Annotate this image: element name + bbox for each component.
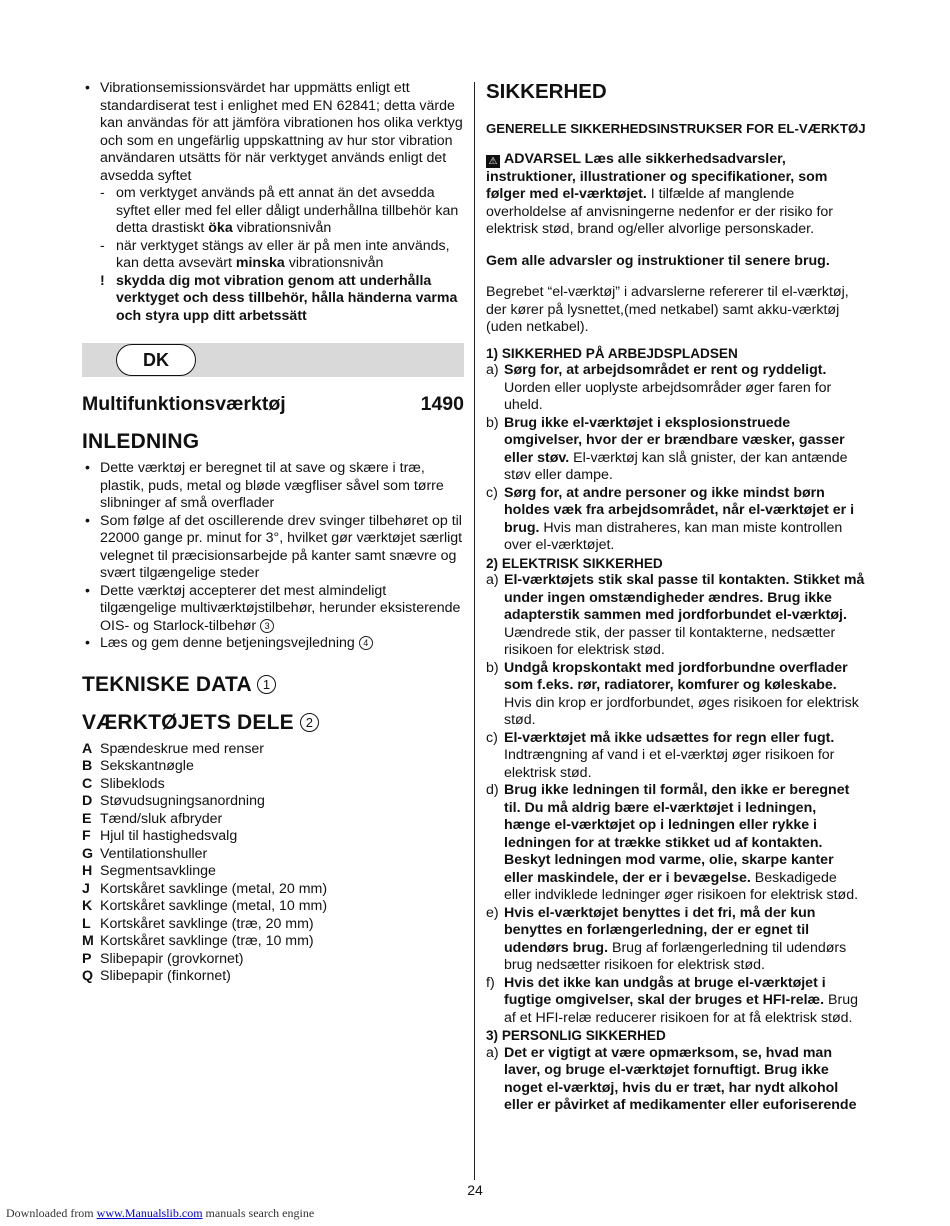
part-label: Kortskåret savklinge (træ, 10 mm) <box>100 933 314 949</box>
item-letter: a) <box>486 362 499 378</box>
product-number: 1490 <box>420 393 464 415</box>
item-bold: Brug ikke ledningen til formål, den ikke er beregnet til. Du må aldrig bære el-værktøjet i ledningen, hænge el-værktøjet op i ledningen eller rykke i ledningen for at trække stikket ud af kontakten. Beskyt ledningen mod varme, olie, skarpe kanter eller maskindele, der er i bevægelse. <box>504 782 850 886</box>
part-label: Spændeskrue med renser <box>100 740 265 757</box>
part-key: L <box>82 915 91 932</box>
warning-triangle-icon: ⚠ <box>486 155 500 168</box>
item-bold: Hvis det ikke kan undgås at bruge el-værktøjet i fugtige omgivelser, skal der bruges et HFI-relæ. <box>504 974 826 1008</box>
figure-ref: 2 <box>300 713 319 732</box>
item-bold: El-værktøjet må ikke udsættes for regn eller fugt. <box>504 729 835 746</box>
item-text: Beskadigede eller indviklede ledninger øger risikoen for elektrisk stød. <box>504 869 859 903</box>
item-bold: El-værktøjets stik skal passe til kontakten. Stikket må under ingen omstændigheder ændres. Brug ikke adapterstik sammen med jordforbundet el-værktøj. <box>504 572 865 623</box>
item-bold: Hvis el-værktøjet benyttes i det fri, må der kun benyttes en forlængerledning, der er egnet til udendørs brug. <box>504 904 816 956</box>
warning-paragraph: ⚠ ADVARSEL Læs alle sikkerhedsadvarsler, instruktioner, illustrationer og specifikationer, som følger med el-værktøjet. I tilfælde af manglende overholdelse af anvisningerne nedenfor er der risiko for elektrisk stød, brand og/eller alvorlige personskader. <box>486 151 834 237</box>
item-letter: d) <box>486 782 499 798</box>
part-key: K <box>82 898 93 914</box>
item-text: Uændrede stik, der passer til kontakterne, nedsætter risikoen for elektrisk stød. <box>504 624 836 658</box>
vibration-dash-2: - när verktyget stängs av eller är på men inte används, kan detta avsevärt minska vibrationsnivån <box>82 238 464 273</box>
part-key: F <box>82 828 91 844</box>
section-item <box>486 660 866 730</box>
intro-bullet: • Dette værktøj accepterer det mest almindeligt tilgængelige multiværktøjstilbehør, herunder eksisterende OIS- og Starlock-tilbehør 3 <box>82 583 464 636</box>
intro-bullet: • Dette værktøj er beregnet til at save og skære i træ, plastik, puds, metal og bløde vægfliser såvel som tørre slibninger af små overflader <box>82 460 464 513</box>
part-label: Kortskåret savklinge (metal, 20 mm) <box>100 880 328 897</box>
section-item <box>486 782 866 905</box>
item-letter: f) <box>486 974 495 991</box>
item-letter: b) <box>486 414 499 431</box>
section-item <box>486 730 866 783</box>
language-badge: DK <box>116 344 196 376</box>
section-title: 2) ELEKTRISK SIKKERHED <box>486 555 663 571</box>
part-key: E <box>82 810 92 827</box>
section-item <box>486 362 866 415</box>
figure-ref: 1 <box>257 675 276 694</box>
product-title: Multifunktionsværktøj <box>82 393 286 415</box>
part-key: M <box>82 933 94 949</box>
language-bar <box>82 343 464 377</box>
part-label: Segmentsavklinge <box>100 863 216 879</box>
left-column <box>82 80 464 986</box>
part-key: C <box>82 775 93 792</box>
section-title: 1) SIKKERHED PÅ ARBEJDSPLADSEN <box>486 345 738 361</box>
item-text: Indtrængning af vand i et el-værktøj øger risikoen for elektrisk stød. <box>504 747 835 781</box>
vibration-warning: ! skydda dig mot vibration genom att underhålla verktyget och dess tillbehör, hålla händerna varma och styra upp ditt arbetssätt <box>82 273 464 326</box>
term-definition: Begrebet “el-værktøj” i advarslerne refererer til el-værktøj, der kører på lysnettet,(med netkabel) samt akku-værktøj (uden netkabel). <box>486 284 849 335</box>
section-item <box>486 975 866 1028</box>
item-bold: Brug ikke el-værktøjet i eksplosionstruede omgivelser, hvor der er brændbare væsker, gasser eller støv. <box>504 414 845 466</box>
intro-bullet: • Som følge af det oscillerende drev svinger tilbehøret op til 22000 gange pr. minut for 3°, hvilket gør værktøjet særligt velegnet til præcisionsarbejde på kanter samt snævre og svært tilgængelige steder <box>82 513 464 583</box>
item-letter: b) <box>486 659 499 676</box>
part-label: Slibeklods <box>100 775 165 792</box>
product-heading <box>82 393 464 416</box>
item-letter: e) <box>486 904 499 921</box>
item-text: Hvis man distraheres, kan man miste kontrollen over el-værktøjet. <box>504 519 843 553</box>
part-label: Slibepapir (finkornet) <box>100 968 231 984</box>
item-bold: Sørg for, at arbejdsområdet er rent og ryddeligt. <box>504 362 827 378</box>
page-number: 24 <box>467 1182 483 1198</box>
part-key: G <box>82 845 94 862</box>
section-item <box>486 1045 866 1115</box>
part-key: Q <box>82 968 94 984</box>
item-text: Brug af forlængerledning til udendørs brug nedsætter risikoen for elektrisk stød. <box>504 939 847 973</box>
figure-ref: 3 <box>260 619 274 633</box>
item-text: Brug af et HFI-relæ reducerer risikoen for at få elektrisk stød. <box>504 992 859 1026</box>
section-item <box>486 415 866 485</box>
right-column <box>486 80 866 1115</box>
item-text: Uorden eller uoplyste arbejdsområder øger faren for uheld. <box>504 379 832 413</box>
part-label: Støvudsugningsanordning <box>100 793 265 809</box>
footer: Downloaded from www.Manualslib.com manuals search engine <box>6 1206 315 1220</box>
parts-list <box>82 741 464 986</box>
part-key: J <box>82 880 90 897</box>
part-label: Slibepapir (grovkornet) <box>100 950 244 967</box>
footer-link[interactable]: www.Manualslib.com <box>96 1206 203 1220</box>
intro-heading: INLEDNING <box>82 430 200 453</box>
keep-instructions: Gem alle advarsler og instruktioner til senere brug. <box>486 252 830 269</box>
vibration-dash-1: - om verktyget används på ett annat än det avsedda syftet eller med fel eller dåligt underhållna tillbehör kan detta drastiskt öka vibrationsnivån <box>82 185 464 238</box>
figure-ref: 4 <box>359 636 373 650</box>
item-bold: Det er vigtigt at være opmærksom, se, hvad man laver, og bruge el-værktøjet fornuftigt. Brug ikke noget el-værktøj, hvis du er træt, har nydt alkohol eller er påvirket af medikamenter eller euforiserende <box>504 1044 857 1113</box>
item-text: El-værktøj kan slå gnister, der kan antænde støv eller dampe. <box>504 449 848 483</box>
column-divider <box>474 82 475 1180</box>
part-label: Kortskåret savklinge (metal, 10 mm) <box>100 898 328 914</box>
part-label: Kortskåret savklinge (træ, 20 mm) <box>100 915 314 932</box>
item-bold: Sørg for, at andre personer og ikke mindst børn holdes væk fra arbejdsområdet, når el-værktøjet er i brug. <box>504 484 855 536</box>
part-key: P <box>82 950 92 967</box>
part-key: B <box>82 758 93 774</box>
part-key: A <box>82 740 93 757</box>
tech-data-heading: TEKNISKE DATA 1 <box>82 673 464 697</box>
part-label: Sekskantnøgle <box>100 758 194 774</box>
safety-sections <box>486 345 866 1115</box>
section-item <box>486 905 866 975</box>
section-item <box>486 485 866 555</box>
part-label: Ventilationshuller <box>100 845 208 862</box>
item-letter: a) <box>486 1044 499 1061</box>
item-letter: c) <box>486 729 498 746</box>
safety-heading: SIKKERHED <box>486 80 607 103</box>
intro-bullet: • Læs og gem denne betjeningsvejledning 4 <box>82 635 464 653</box>
section-item <box>486 572 866 660</box>
part-key: H <box>82 863 93 879</box>
item-letter: c) <box>486 484 498 501</box>
section-title: 3) PERSONLIG SIKKERHED <box>486 1028 666 1043</box>
part-label: Hjul til hastighedsvalg <box>100 828 238 844</box>
item-bold: Undgå kropskontakt med jordforbundne overflader som f.eks. rør, radiatorer, komfurer og køleskabe. <box>504 659 848 693</box>
part-label: Tænd/sluk afbryder <box>100 810 223 827</box>
item-letter: a) <box>486 572 499 588</box>
part-key: D <box>82 793 93 809</box>
vibration-bullet: • Vibrationsemissionsvärdet har uppmätts enligt ett standardiserat test i enlighet med EN 62841; detta värde kan användas för att jämföra vibrationen hos olika verktyg och som en ungefärlig uppskattning av hur stor vibration användaren utsätts för när verktyget används enligt det avsedda syftet <box>82 80 464 185</box>
parts-heading: VÆRKTØJETS DELE 2 <box>82 711 464 735</box>
item-text: Hvis din krop er jordforbundet, øges risikoen for elektrisk stød. <box>504 694 859 728</box>
safety-subheading: GENERELLE SIKKERHEDSINSTRUKSER FOR EL-VÆRKTØJ <box>486 121 866 136</box>
